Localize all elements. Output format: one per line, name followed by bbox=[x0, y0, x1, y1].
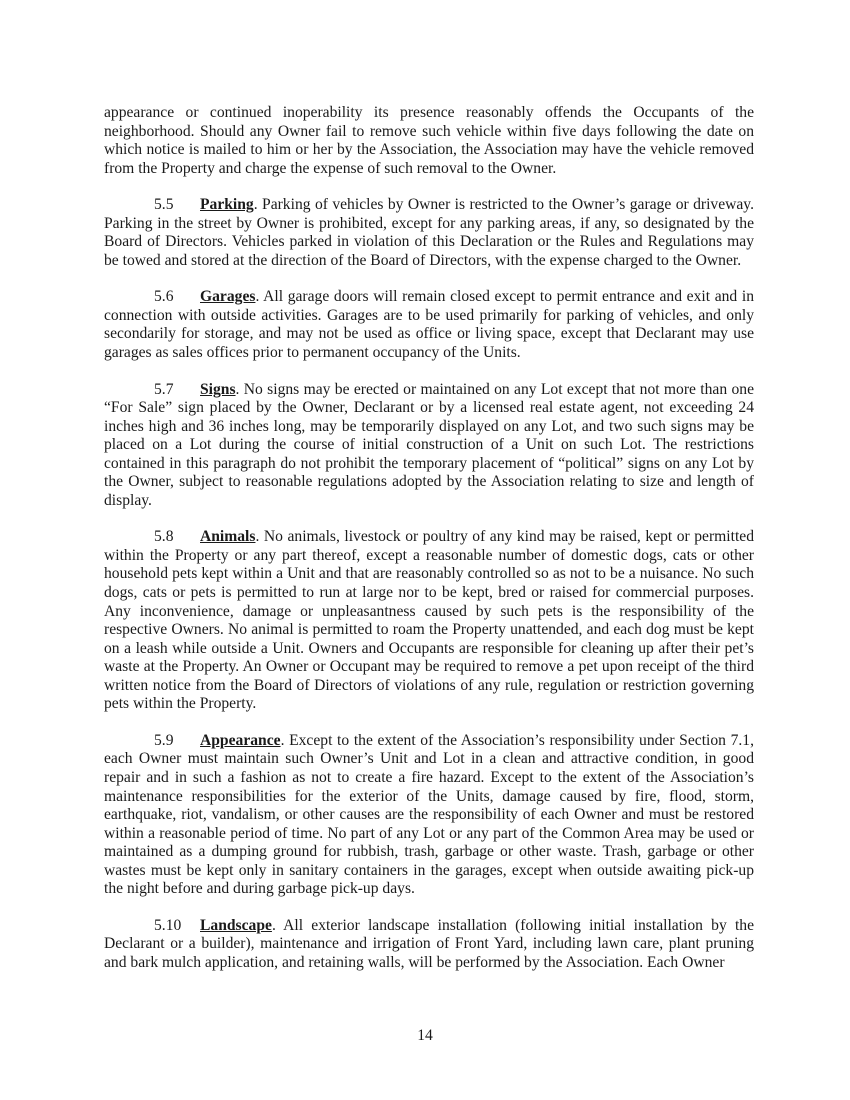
section-body: . All garage doors will remain closed except to permit entrance and exit and in connection with outside activities. Garages are to be used primarily for parking of vehicles, and only secondarily for storage, and may not be used as office or living space, except that Declarant may use garages as sales offices prior to permanent occupancy of the Units. bbox=[104, 288, 754, 362]
section-5-9 bbox=[104, 732, 754, 899]
section-heading: Animals bbox=[200, 528, 256, 546]
section-heading: Parking bbox=[200, 196, 254, 214]
section-5-8 bbox=[104, 528, 754, 713]
section-5-7 bbox=[104, 381, 754, 511]
section-body: . All exterior landscape installation (following initial installation by the Declarant or a builder), maintenance and irrigation of Front Yard, including lawn care, plant pruning and bark mulch application, and retaining walls, will be performed by the Association. Each Owner bbox=[104, 916, 754, 971]
section-heading: Appearance bbox=[200, 731, 281, 749]
section-number: 5.8 bbox=[154, 528, 174, 546]
section-body: . Except to the extent of the Association’s responsibility under Section 7.1, each Owner must maintain such Owner’s Unit and Lot in a clean and attractive condition, in good repair and in such a fashion as not to create a fire hazard. Except to the extent of the Association’s maintenance responsibilities for the exterior of the Units, damage caused by fire, flood, storm, earthquake, riot, vandalism, or other causes are the responsibility of each Owner and must be restored within a reasonable period of time. No part of any Lot or any part of the Common Area may be used or maintained as a dumping ground for rubbish, trash, garbage or other waste. Trash, garbage or other wastes must be kept only in sanitary containers in the garages, except when outside awaiting pick-up the night before and during garbage pick-up days. bbox=[104, 731, 754, 898]
section-number: 5.10 bbox=[154, 916, 182, 934]
page-number: 14 bbox=[417, 1027, 433, 1044]
document-page bbox=[104, 104, 754, 990]
section-number: 5.7 bbox=[154, 380, 174, 398]
section-number: 5.5 bbox=[154, 196, 174, 214]
section-5-5 bbox=[104, 196, 754, 270]
section-body: . Parking of vehicles by Owner is restricted to the Owner’s garage or driveway. Parking in the street by Owner is prohibited, except for any parking areas, if any, so designated by the Board of Directors. Vehicles parked in violation of this Declaration or the Rules and Regulations may be towed and stored at the direction of the Board of Directors, with the expense charged to the Owner. bbox=[104, 196, 754, 269]
continuation-paragraph: appearance or continued inoperability its presence reasonably offends the Occupants of the neighborhood. Should any Owner fail to remove such vehicle within five days following the date on which notice is mailed to him or her by the Association, the Association may have the vehicle removed from the Property and charge the expense of such removal to the Owner. bbox=[104, 104, 754, 177]
section-heading: Landscape bbox=[200, 916, 272, 934]
section-number: 5.6 bbox=[154, 288, 174, 306]
section-heading: Signs bbox=[200, 380, 236, 398]
section-heading: Garages bbox=[200, 288, 256, 306]
section-5-6 bbox=[104, 288, 754, 362]
section-body: . No animals, livestock or poultry of any kind may be raised, kept or permitted within the Property or any part thereof, except a reasonable number of domestic dogs, cats or other household pets kept within a Unit and that are reasonably controlled so as not to be a nuisance. No such dogs, cats or pets is permitted to run at large nor to be kept, bred or raised for commercial purposes. Any inconvenience, damage or unpleasantness caused by such pets is the responsibility of the respective Owners. No animal is permitted to roam the Property unattended, and each dog must be kept on a leash while outside a Unit. Owners and Occupants are responsible for cleaning up after their pet’s waste at the Property. An Owner or Occupant may be required to remove a pet upon receipt of the third written notice from the Board of Directors of violations of any rule, regulation or restriction governing pets within the Property. bbox=[104, 528, 754, 713]
section-5-10 bbox=[104, 917, 754, 973]
section-body: . No signs may be erected or maintained on any Lot except that not more than one “For Sale” sign placed by the Owner, Declarant or by a licensed real estate agent, not exceeding 24 inches high and 36 inches long, may be temporarily displayed on any Lot, and two such signs may be placed on a Lot during the course of initial construction of a Unit on such Lot. The restrictions contained in this paragraph do not prohibit the temporary placement of “political” signs on any Lot by the Owner, subject to reasonable regulations adopted by the Association relating to size and length of display. bbox=[104, 380, 754, 509]
section-number: 5.9 bbox=[154, 731, 174, 749]
